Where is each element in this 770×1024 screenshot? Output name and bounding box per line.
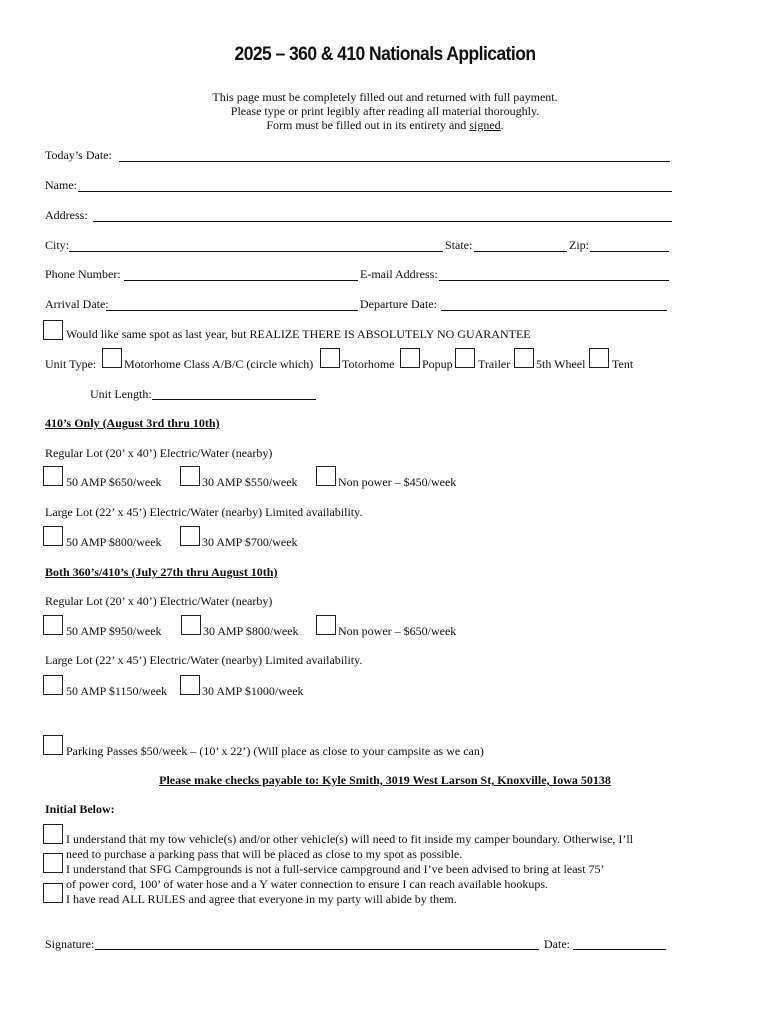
both-regular-30amp-label: 30 AMP $800/week <box>203 624 299 638</box>
acknowledgement-line-5: I have read ALL RULES and agree that everyone in my party will abide by them. <box>66 892 457 906</box>
initial-below-heading: Initial Below: <box>45 802 115 816</box>
unit-length-label: Unit Length: <box>90 387 152 401</box>
same-spot-checkbox[interactable] <box>43 320 63 340</box>
unit-motorhome-checkbox[interactable] <box>102 348 122 368</box>
unit-totorhome-label: Totorhome <box>342 357 395 371</box>
both-large-30amp-label: 30 AMP $1000/week <box>202 684 304 698</box>
acknowledgement-line-4: of power cord, 100’ of water hose and a Y water connection to ensure I can reach available hookups. <box>66 877 549 891</box>
name-field[interactable] <box>78 191 672 192</box>
unit-trailer-label: Trailer <box>478 357 511 371</box>
410-large-30amp-checkbox[interactable] <box>180 526 200 546</box>
initial-box-2[interactable] <box>43 853 63 873</box>
zip-field[interactable] <box>590 251 669 252</box>
section-410-regular-label: Regular Lot (20’ x 40’) Electric/Water (nearby) <box>45 446 273 460</box>
410-large-50amp-checkbox[interactable] <box>43 526 63 546</box>
both-large-50amp-label: 50 AMP $1150/week <box>66 684 168 698</box>
city-label: City: <box>45 238 70 252</box>
410-large-30amp-label: 30 AMP $700/week <box>202 535 298 549</box>
state-field[interactable] <box>474 251 567 252</box>
410-large-50amp-label: 50 AMP $800/week <box>66 535 162 549</box>
unit-totorhome-checkbox[interactable] <box>320 348 340 368</box>
parking-pass-checkbox[interactable] <box>43 735 63 755</box>
initial-box-1[interactable] <box>43 824 63 844</box>
intro-line-3-suffix: . <box>500 118 504 132</box>
parking-pass-label: Parking Passes $50/week – (10’ x 22’) (Will place as close to your campsite as we can) <box>66 744 484 758</box>
unit-5th-wheel-label: 5th Wheel <box>536 357 586 371</box>
410-regular-nonpower-checkbox[interactable] <box>316 466 336 486</box>
section-both-regular-label: Regular Lot (20’ x 40’) Electric/Water (nearby) <box>45 594 273 608</box>
unit-trailer-checkbox[interactable] <box>455 348 475 368</box>
410-regular-50amp-checkbox[interactable] <box>43 466 63 486</box>
same-spot-label: Would like same spot as last year, but REALIZE THERE IS ABSOLUTELY NO GUARANTEE <box>66 327 531 341</box>
acknowledgement-line-1: I understand that my tow vehicle(s) and/or other vehicle(s) will need to fit inside my camper boundary. Otherwise, I’ll <box>66 832 634 846</box>
state-label: State: <box>445 238 473 252</box>
intro-line-2: Please type or print legibly after reading all material thoroughly. <box>230 104 540 118</box>
zip-label: Zip: <box>569 238 589 252</box>
both-regular-30amp-checkbox[interactable] <box>181 615 201 635</box>
unit-tent-label: Tent <box>612 357 634 371</box>
unit-popup-label: Popup <box>422 357 453 371</box>
unit-tent-checkbox[interactable] <box>589 348 609 368</box>
intro-signed-word: signed <box>469 118 501 132</box>
section-both-large-label: Large Lot (22’ x 45’) Electric/Water (nearby) Limited availability. <box>45 653 363 667</box>
acknowledgement-line-3: I understand that SFG Campgrounds is not a full-service campground and I’ve been advised to bring at least 75’ <box>66 862 605 876</box>
initial-box-3[interactable] <box>43 883 63 903</box>
both-regular-nonpower-checkbox[interactable] <box>316 615 336 635</box>
410-regular-30amp-checkbox[interactable] <box>180 466 200 486</box>
departure-field[interactable] <box>441 310 667 311</box>
arrival-label: Arrival Date: <box>45 297 109 311</box>
arrival-field[interactable] <box>106 310 358 311</box>
acknowledgement-line-2: need to purchase a parking pass that will be placed as close to my spot as possible. <box>66 847 463 861</box>
intro-line-3-prefix: Form must be filled out in its entirety and <box>266 118 470 132</box>
phone-label: Phone Number: <box>45 267 121 281</box>
both-regular-nonpower-label: Non power – $650/week <box>338 624 457 638</box>
both-large-30amp-checkbox[interactable] <box>180 675 200 695</box>
intro-line-3 <box>0 118 770 133</box>
todays-date-label: Today’s Date: <box>45 148 112 162</box>
checks-payable-note: Please make checks payable to: Kyle Smith, 3019 West Larson St, Knoxville, Iowa 50138 <box>159 773 611 787</box>
section-410-heading: 410’s Only (August 3rd thru 10th) <box>45 416 220 430</box>
section-both-heading: Both 360’s/410’s (July 27th thru August 10th) <box>45 565 278 579</box>
todays-date-field[interactable] <box>119 161 670 162</box>
unit-length-field[interactable] <box>152 399 316 400</box>
unit-motorhome-label: Motorhome Class A/B/C (circle which) <box>124 357 314 371</box>
intro-line-1: This page must be completely filled out and returned with full payment. <box>212 90 558 104</box>
name-label: Name: <box>45 178 77 192</box>
date-label: Date: <box>544 937 570 951</box>
phone-field[interactable] <box>124 280 358 281</box>
unit-popup-checkbox[interactable] <box>400 348 420 368</box>
410-regular-nonpower-label: Non power – $450/week <box>338 475 457 489</box>
email-label: E-mail Address: <box>360 267 438 281</box>
page-title: 2025 – 360 & 410 Nationals Application <box>234 44 536 65</box>
unit-5th-wheel-checkbox[interactable] <box>514 348 534 368</box>
signature-field[interactable] <box>95 949 539 950</box>
date-field[interactable] <box>573 949 666 950</box>
unit-type-label: Unit Type: <box>45 357 97 371</box>
both-regular-50amp-label: 50 AMP $950/week <box>66 624 162 638</box>
email-field[interactable] <box>439 280 669 281</box>
410-regular-50amp-label: 50 AMP $650/week <box>66 475 162 489</box>
address-label: Address: <box>45 208 88 222</box>
section-410-large-label: Large Lot (22’ x 45’) Electric/Water (nearby) Limited availability. <box>45 505 363 519</box>
both-large-50amp-checkbox[interactable] <box>43 675 63 695</box>
signature-label: Signature: <box>45 937 95 951</box>
both-regular-50amp-checkbox[interactable] <box>43 615 63 635</box>
410-regular-30amp-label: 30 AMP $550/week <box>202 475 298 489</box>
city-field[interactable] <box>69 251 443 252</box>
departure-label: Departure Date: <box>360 297 437 311</box>
address-field[interactable] <box>93 221 672 222</box>
